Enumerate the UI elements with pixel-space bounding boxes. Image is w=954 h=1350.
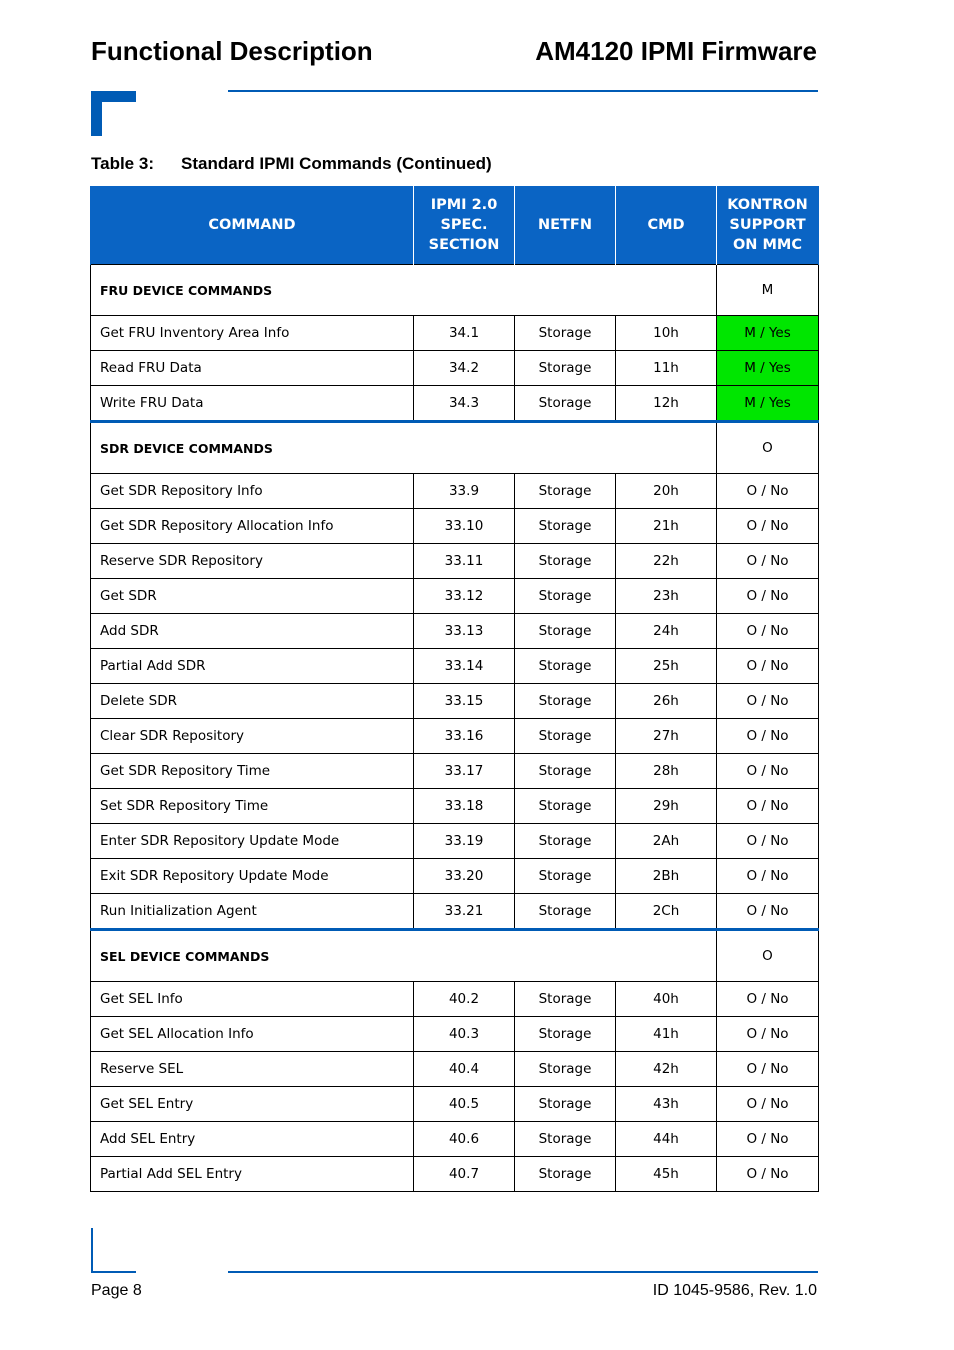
table-row — [91, 509, 819, 544]
cell-netfn: Storage — [515, 824, 616, 859]
cell-command: Partial Add SDR — [91, 649, 414, 684]
cell-command: Delete SDR — [91, 684, 414, 719]
section-row — [91, 265, 819, 316]
cell-spec-section: 33.13 — [414, 614, 515, 649]
cell-netfn: Storage — [515, 509, 616, 544]
cell-command: Add SDR — [91, 614, 414, 649]
table-row — [91, 684, 819, 719]
table-row — [91, 386, 819, 422]
cell-spec-section: 33.9 — [414, 474, 515, 509]
table-row — [91, 1052, 819, 1087]
corner-mark-bottom — [91, 1228, 136, 1273]
cell-spec-section: 33.15 — [414, 684, 515, 719]
cell-cmd: 27h — [616, 719, 717, 754]
cell-support: O / No — [717, 894, 819, 930]
table-row — [91, 719, 819, 754]
document-id: ID 1045-9586, Rev. 1.0 — [652, 1282, 817, 1299]
cell-netfn: Storage — [515, 754, 616, 789]
cell-cmd: 12h — [616, 386, 717, 422]
ipmi-commands-table — [90, 186, 819, 1192]
cell-cmd: 25h — [616, 649, 717, 684]
cell-spec-section: 40.7 — [414, 1157, 515, 1192]
cell-spec-section: 33.21 — [414, 894, 515, 930]
cell-spec-section: 40.5 — [414, 1087, 515, 1122]
cell-support: O / No — [717, 1087, 819, 1122]
table-caption — [91, 154, 492, 174]
cell-spec-section: 33.12 — [414, 579, 515, 614]
cell-command: Get SDR — [91, 579, 414, 614]
cell-spec-section: 40.6 — [414, 1122, 515, 1157]
table-row — [91, 649, 819, 684]
section-title: SDR DEVICE COMMANDS — [91, 422, 717, 474]
cell-support: O / No — [717, 1017, 819, 1052]
section-support: M — [717, 265, 819, 316]
cell-support: O / No — [717, 649, 819, 684]
table-row — [91, 789, 819, 824]
col-header-cmd: CMD — [616, 186, 717, 265]
cell-support: O / No — [717, 754, 819, 789]
caption-label: Table 3: — [91, 154, 154, 173]
cell-netfn: Storage — [515, 894, 616, 930]
cell-netfn: Storage — [515, 1122, 616, 1157]
cell-support: O / No — [717, 789, 819, 824]
cell-support: O / No — [717, 579, 819, 614]
table-header-row — [91, 186, 819, 265]
cell-support: O / No — [717, 614, 819, 649]
cell-command: Exit SDR Repository Update Mode — [91, 859, 414, 894]
col-header-command: COMMAND — [91, 186, 414, 265]
table-row — [91, 614, 819, 649]
cell-netfn: Storage — [515, 684, 616, 719]
col-header-netfn: NETFN — [515, 186, 616, 265]
cell-netfn: Storage — [515, 719, 616, 754]
cell-command: Reserve SEL — [91, 1052, 414, 1087]
cell-netfn: Storage — [515, 351, 616, 386]
header-rule — [228, 90, 818, 92]
cell-cmd: 43h — [616, 1087, 717, 1122]
cell-netfn: Storage — [515, 579, 616, 614]
cell-command: Enter SDR Repository Update Mode — [91, 824, 414, 859]
cell-spec-section: 34.1 — [414, 316, 515, 351]
table-row — [91, 1087, 819, 1122]
cell-spec-section: 34.3 — [414, 386, 515, 422]
caption-title: Standard IPMI Commands (Continued) — [181, 154, 492, 173]
cell-command: Partial Add SEL Entry — [91, 1157, 414, 1192]
cell-spec-section: 33.14 — [414, 649, 515, 684]
cell-command: Run Initialization Agent — [91, 894, 414, 930]
table-row — [91, 824, 819, 859]
table-row — [91, 474, 819, 509]
cell-cmd: 40h — [616, 982, 717, 1017]
cell-cmd: 44h — [616, 1122, 717, 1157]
cell-command: Write FRU Data — [91, 386, 414, 422]
cell-command: Get SEL Allocation Info — [91, 1017, 414, 1052]
cell-cmd: 29h — [616, 789, 717, 824]
cell-netfn: Storage — [515, 982, 616, 1017]
cell-command: Get SDR Repository Allocation Info — [91, 509, 414, 544]
table-row — [91, 1122, 819, 1157]
section-support: O — [717, 422, 819, 474]
cell-netfn: Storage — [515, 386, 616, 422]
cell-cmd: 11h — [616, 351, 717, 386]
table-row — [91, 316, 819, 351]
cell-netfn: Storage — [515, 859, 616, 894]
cell-command: Get FRU Inventory Area Info — [91, 316, 414, 351]
cell-support: O / No — [717, 824, 819, 859]
col-header-support: KONTRON SUPPORT ON MMC — [717, 186, 819, 265]
cell-command: Add SEL Entry — [91, 1122, 414, 1157]
cell-netfn: Storage — [515, 649, 616, 684]
table-row — [91, 982, 819, 1017]
page-header-right: AM4120 IPMI Firmware — [535, 36, 817, 66]
page-header-left: Functional Description — [91, 36, 373, 66]
cell-support: M / Yes — [717, 386, 819, 422]
cell-netfn: Storage — [515, 614, 616, 649]
cell-support: O / No — [717, 859, 819, 894]
cell-cmd: 45h — [616, 1157, 717, 1192]
cell-netfn: Storage — [515, 1087, 616, 1122]
cell-spec-section: 40.4 — [414, 1052, 515, 1087]
table-row — [91, 754, 819, 789]
cell-netfn: Storage — [515, 474, 616, 509]
cell-spec-section: 40.2 — [414, 982, 515, 1017]
cell-netfn: Storage — [515, 789, 616, 824]
cell-command: Clear SDR Repository — [91, 719, 414, 754]
cell-netfn: Storage — [515, 544, 616, 579]
section-title: SEL DEVICE COMMANDS — [91, 930, 717, 982]
cell-spec-section: 33.16 — [414, 719, 515, 754]
cell-spec-section: 33.17 — [414, 754, 515, 789]
cell-cmd: 20h — [616, 474, 717, 509]
cell-support: O / No — [717, 474, 819, 509]
cell-cmd: 42h — [616, 1052, 717, 1087]
cell-cmd: 21h — [616, 509, 717, 544]
cell-command: Get SEL Entry — [91, 1087, 414, 1122]
cell-spec-section: 33.18 — [414, 789, 515, 824]
cell-cmd: 2Bh — [616, 859, 717, 894]
cell-support: M / Yes — [717, 316, 819, 351]
table-row — [91, 894, 819, 930]
table-row — [91, 351, 819, 386]
table-row — [91, 1017, 819, 1052]
table-row — [91, 579, 819, 614]
cell-command: Get SDR Repository Info — [91, 474, 414, 509]
cell-spec-section: 34.2 — [414, 351, 515, 386]
cell-spec-section: 33.11 — [414, 544, 515, 579]
cell-command: Reserve SDR Repository — [91, 544, 414, 579]
section-row — [91, 930, 819, 982]
cell-netfn: Storage — [515, 316, 616, 351]
table-row — [91, 1157, 819, 1192]
cell-support: O / No — [717, 509, 819, 544]
cell-command: Get SEL Info — [91, 982, 414, 1017]
cell-support: M / Yes — [717, 351, 819, 386]
cell-cmd: 2Ch — [616, 894, 717, 930]
cell-spec-section: 40.3 — [414, 1017, 515, 1052]
cell-support: O / No — [717, 1122, 819, 1157]
cell-netfn: Storage — [515, 1052, 616, 1087]
cell-netfn: Storage — [515, 1157, 616, 1192]
cell-cmd: 24h — [616, 614, 717, 649]
section-support: O — [717, 930, 819, 982]
cell-cmd: 22h — [616, 544, 717, 579]
cell-cmd: 41h — [616, 1017, 717, 1052]
section-row — [91, 422, 819, 474]
cell-netfn: Storage — [515, 1017, 616, 1052]
cell-cmd: 23h — [616, 579, 717, 614]
cell-support: O / No — [717, 719, 819, 754]
cell-cmd: 28h — [616, 754, 717, 789]
col-header-spec-section: IPMI 2.0 SPEC. SECTION — [414, 186, 515, 265]
table-row — [91, 544, 819, 579]
page-number: Page 8 — [91, 1282, 142, 1299]
cell-support: O / No — [717, 1157, 819, 1192]
cell-command: Get SDR Repository Time — [91, 754, 414, 789]
footer-rule — [228, 1271, 818, 1273]
cell-spec-section: 33.10 — [414, 509, 515, 544]
cell-support: O / No — [717, 1052, 819, 1087]
cell-command: Read FRU Data — [91, 351, 414, 386]
cell-support: O / No — [717, 684, 819, 719]
section-title: FRU DEVICE COMMANDS — [91, 265, 717, 316]
cell-spec-section: 33.19 — [414, 824, 515, 859]
table-row — [91, 859, 819, 894]
cell-cmd: 2Ah — [616, 824, 717, 859]
corner-mark-top — [91, 91, 136, 136]
cell-support: O / No — [717, 544, 819, 579]
cell-spec-section: 33.20 — [414, 859, 515, 894]
cell-support: O / No — [717, 982, 819, 1017]
cell-cmd: 26h — [616, 684, 717, 719]
cell-command: Set SDR Repository Time — [91, 789, 414, 824]
cell-cmd: 10h — [616, 316, 717, 351]
